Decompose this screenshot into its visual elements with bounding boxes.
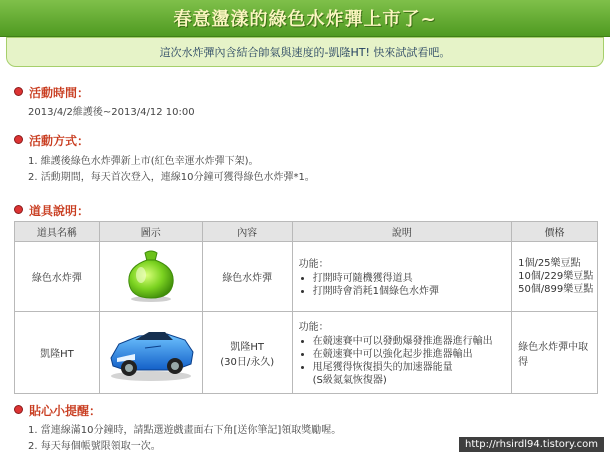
table-header-row: [15, 222, 598, 242]
activity-time-text: 2013/4/2維護後~2013/4/12 10:00: [28, 107, 195, 118]
bullet-icon: [14, 135, 23, 144]
item-price-cell: [512, 242, 598, 312]
price-line: 50個/899樂豆點: [518, 284, 594, 295]
description-title: 功能：: [298, 322, 329, 333]
item-price-cell: 綠色水炸彈中取得: [512, 312, 598, 394]
activity-method-line-1: 1. 維護後綠色水炸彈新上市(紅色幸運水炸彈下架)。: [28, 156, 259, 167]
item-content-duration: (30日/永久): [220, 356, 275, 368]
subtitle-bar: [6, 37, 604, 67]
description-title: 功能：: [298, 259, 329, 270]
activity-method-heading-label: 活動方式：: [29, 134, 90, 148]
activity-time-heading-label: 活動時間：: [29, 86, 90, 100]
items-heading-label: 道具說明：: [29, 204, 90, 218]
activity-method-line-2: 2. 活動期間，每天首次登入，連線10分鐘可獲得綠色水炸彈*1。: [28, 172, 315, 183]
banner-title: 春意盪漾的綠色水炸彈上市了~: [173, 9, 437, 30]
description-item: • 在競速賽中可以強化起步推進器輸出: [313, 348, 511, 361]
description-item: • 打開時會消耗1個綠色水炸彈: [313, 285, 511, 298]
item-description-cell: [292, 312, 512, 394]
bullet-icon: [14, 205, 23, 214]
tips-line-1: 1. 當連線滿10分鐘時，請點選遊戲畫面右下角[送你筆記]領取獎勵喔。: [28, 425, 342, 436]
item-description-cell: [292, 242, 512, 312]
tips-line-2: 2. 每天每個帳號限領取一次。: [28, 441, 161, 452]
subtitle-text: 這次水炸彈內含結合帥氣與速度的-凱隆HT! 快來試試看吧。: [159, 46, 451, 59]
watermark: http://rhsirdl94.tistory.com: [459, 437, 604, 452]
description-item: • 在競速賽中可以發動爆發推進器進行輸出: [313, 335, 511, 348]
column-header: 圖示: [99, 222, 202, 242]
item-icon-cell: [99, 312, 202, 394]
bullet-icon: [14, 405, 23, 414]
description-list: [299, 335, 511, 374]
column-header: 內容: [202, 222, 292, 242]
tips-heading-label: 貼心小提醒：: [29, 404, 102, 418]
column-header: 道具名稱: [15, 222, 100, 242]
price-line: 1個/25樂豆點: [518, 258, 581, 269]
description-item: • 甩尾獲得恢復損失的加速器能量: [313, 361, 511, 374]
column-header: 說明: [292, 222, 512, 242]
description-list: [299, 272, 511, 298]
bullet-icon: [14, 87, 23, 96]
item-content-name: 凱隆HT: [230, 341, 264, 353]
price-line: 10個/229樂豆點: [518, 271, 594, 282]
activity-method-heading: [14, 132, 89, 149]
items-table: [14, 221, 598, 394]
table-row: [15, 312, 598, 394]
item-name-cell: 凱隆HT: [15, 312, 100, 394]
items-heading: [14, 202, 89, 219]
blue-sports-car-icon: [105, 318, 197, 384]
top-banner: [0, 0, 610, 37]
green-water-bomb-icon: [121, 247, 181, 303]
item-icon-cell: [99, 242, 202, 312]
tips-heading: [14, 402, 101, 419]
column-header: 價格: [512, 222, 598, 242]
description-note: (S級氮氣恢復器): [312, 375, 387, 386]
item-content-cell: 綠色水炸彈: [202, 242, 292, 312]
activity-time-heading: [14, 84, 89, 101]
item-name-cell: 綠色水炸彈: [15, 242, 100, 312]
description-item: • 打開時可隨機獲得道具: [313, 272, 511, 285]
table-row: [15, 242, 598, 312]
item-content-cell: [202, 312, 292, 394]
